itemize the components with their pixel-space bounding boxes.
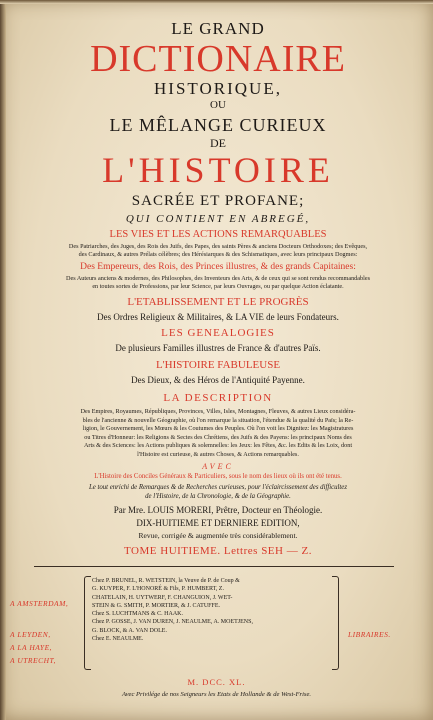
- heading-description: LA DESCRIPTION: [163, 392, 273, 404]
- text-enrichi: Le tout enrichi de Remarques & de Recherches curieuses, pour l'éclaircissement des difficultez: [89, 484, 347, 491]
- text-professions: en toutes sortes de Professions, par leur Science, par leurs Ouvrages, ou par quelque Action éclatante.: [92, 283, 344, 290]
- text-conciles: L'Histoire des Conciles Généraux & Particuliers, sous le nom des lieux où ils ont été tenus.: [94, 473, 342, 480]
- publishers-la-haye-1: Chez P. GOSSE, J. VAN DUREN, J. NEAULME, A. MOETJENS,: [92, 619, 253, 626]
- right-brace: [332, 576, 339, 670]
- title-ou: OU: [210, 99, 226, 111]
- title-sacree: SACRÉE ET PROFANE;: [131, 193, 305, 209]
- heading-genealogies: LES GENEALOGIES: [161, 327, 275, 339]
- publishers-amsterdam-4: STEIN & G. SMITH, P. MORTIER, & J. CATUFFE.: [92, 602, 220, 609]
- title-le-melange: LE MÊLANGE CURIEUX: [109, 115, 327, 135]
- text-avec: AVEC: [202, 462, 234, 471]
- publishers-amsterdam-1: Chez P. BRUNEL, R. WETSTEIN, la Veuve de P. de Coup &: [92, 578, 240, 584]
- text-geographie: bles de l'ancienne & nouvelle Géographie, où l'on remarque la situation, l'étendue & la qualité du Païs; la Re-: [82, 416, 354, 424]
- title-historique: HISTORIQUE,: [154, 79, 282, 98]
- privilege-line: Avec Privilége de nos Seigneurs les Etats de Hollande & de West-Frise.: [121, 691, 312, 698]
- text-choses: l'Histoire est curieuse, & autres Choses, & Actions remarquables.: [137, 450, 299, 458]
- city-amsterdam: A AMSTERDAM,: [10, 599, 69, 608]
- text-empires: Des Empires, Royaumes, Républiques, Provinces, Villes, Isles, Montagnes, Fleuves, & autres Lieux considéra-: [80, 408, 356, 415]
- subtitle-qui-contient: QUI CONTIENT EN ABREGÉ,: [125, 213, 311, 225]
- text-arts: Arts & des Sciences: les Actions publiques & solemnelles: les Jeux: les Fêtes, &c. les Edits & les Loix, dont: [83, 442, 353, 449]
- publishers-utrecht: Chez E. NEAULME.: [92, 636, 144, 643]
- page-edge-left: [0, 0, 6, 720]
- text-religion: ligion, le Gouvernement, les Mœurs & les Coutumes des Peuples. Où l'on voit les Dignitez: les Magistratures: [82, 425, 354, 432]
- text-titres: ou Titres d'Honneur: les Religions & Sectes des Chrétiens, des Juifs & des Payens: les principaux Noms des: [84, 433, 352, 441]
- title-de: DE: [210, 136, 226, 150]
- label-libraires: LIBRAIRES.: [348, 630, 391, 639]
- heading-vies-actions: LES VIES ET LES ACTIONS REMARQUABLES: [109, 229, 327, 240]
- text-tome: TOME HUITIEME. Lettres SEH — Z.: [124, 545, 312, 557]
- city-la-haye: A LA HAYE,: [10, 643, 53, 652]
- heading-histoire-fabuleuse: L'HISTOIRE FABULEUSE: [155, 359, 281, 371]
- text-chronologie: de l'Histoire, de la Chronologie, & de la Géographie.: [145, 493, 291, 500]
- publishers-leyden: Chez S. LUCHTMANS & C. HAAK.: [92, 611, 184, 618]
- city-utrecht: A UTRECHT,: [10, 656, 56, 665]
- publication-year: M. DCC. XL.: [187, 677, 246, 687]
- text-familles: De plusieurs Familles illustres de France & d'autres Païs.: [115, 343, 321, 353]
- divider-rule: [34, 566, 394, 567]
- heading-empereurs: Des Empereurs, des Rois, des Princes illustres, & des grands Capitaines:: [80, 262, 356, 272]
- text-ordres: Des Ordres Religieux & Militaires, & LA VIE de leurs Fondateurs.: [97, 312, 339, 322]
- text-edition: DIX-HUITIEME ET DERNIERE EDITION,: [136, 518, 300, 528]
- publishers-amsterdam-2: G. KUYPER, F. L'HONORÉ & Fils, P. HUMBERT, Z.: [92, 586, 224, 593]
- publishers-la-haye-2: G. BLOCK, & A. VAN DOLE.: [92, 627, 167, 634]
- title-le-grand: LE GRAND: [171, 19, 265, 38]
- title-dictionaire: DICTIONAIRE: [90, 38, 346, 80]
- title-histoire: L'HISTOIRE: [102, 150, 334, 190]
- text-cardinaux: des Cardinaux, & autres Prélats célèbres; des Hérésiarques & des Schismatiques, avec leurs principaux Dogmes:: [78, 251, 358, 258]
- page-edge-top: [0, 0, 433, 4]
- heading-etablissement: L'ETABLISSEMENT ET LE PROGRÈS: [127, 296, 309, 308]
- left-brace: [84, 576, 91, 670]
- text-author: Par Mre. LOUIS MORERI, Prêtre, Docteur en Théologie.: [113, 505, 323, 515]
- publishers-amsterdam-3: CHATELAIN, H. UYTWERF, F. CHANGUION, J. WET-: [92, 594, 233, 601]
- text-auteurs: Des Auteurs anciens & modernes, des Philosophes, des Inventeurs des Arts, & de ceux qui se sont rendus recommandables: [66, 275, 370, 282]
- text-patriarches: Des Patriarches, des Juges, des Rois des Juifs, des Papes, des saints Pères & anciens Docteurs Orthodoxes; des Evêques,: [68, 243, 368, 250]
- text-revue: Revue, corrigée & augmentée très considérablement.: [138, 531, 298, 540]
- publisher-list: [92, 577, 324, 643]
- city-leyden: A LEYDEN,: [10, 630, 51, 639]
- text-dieux: Des Dieux, & des Héros de l'Antiquité Payenne.: [131, 375, 305, 385]
